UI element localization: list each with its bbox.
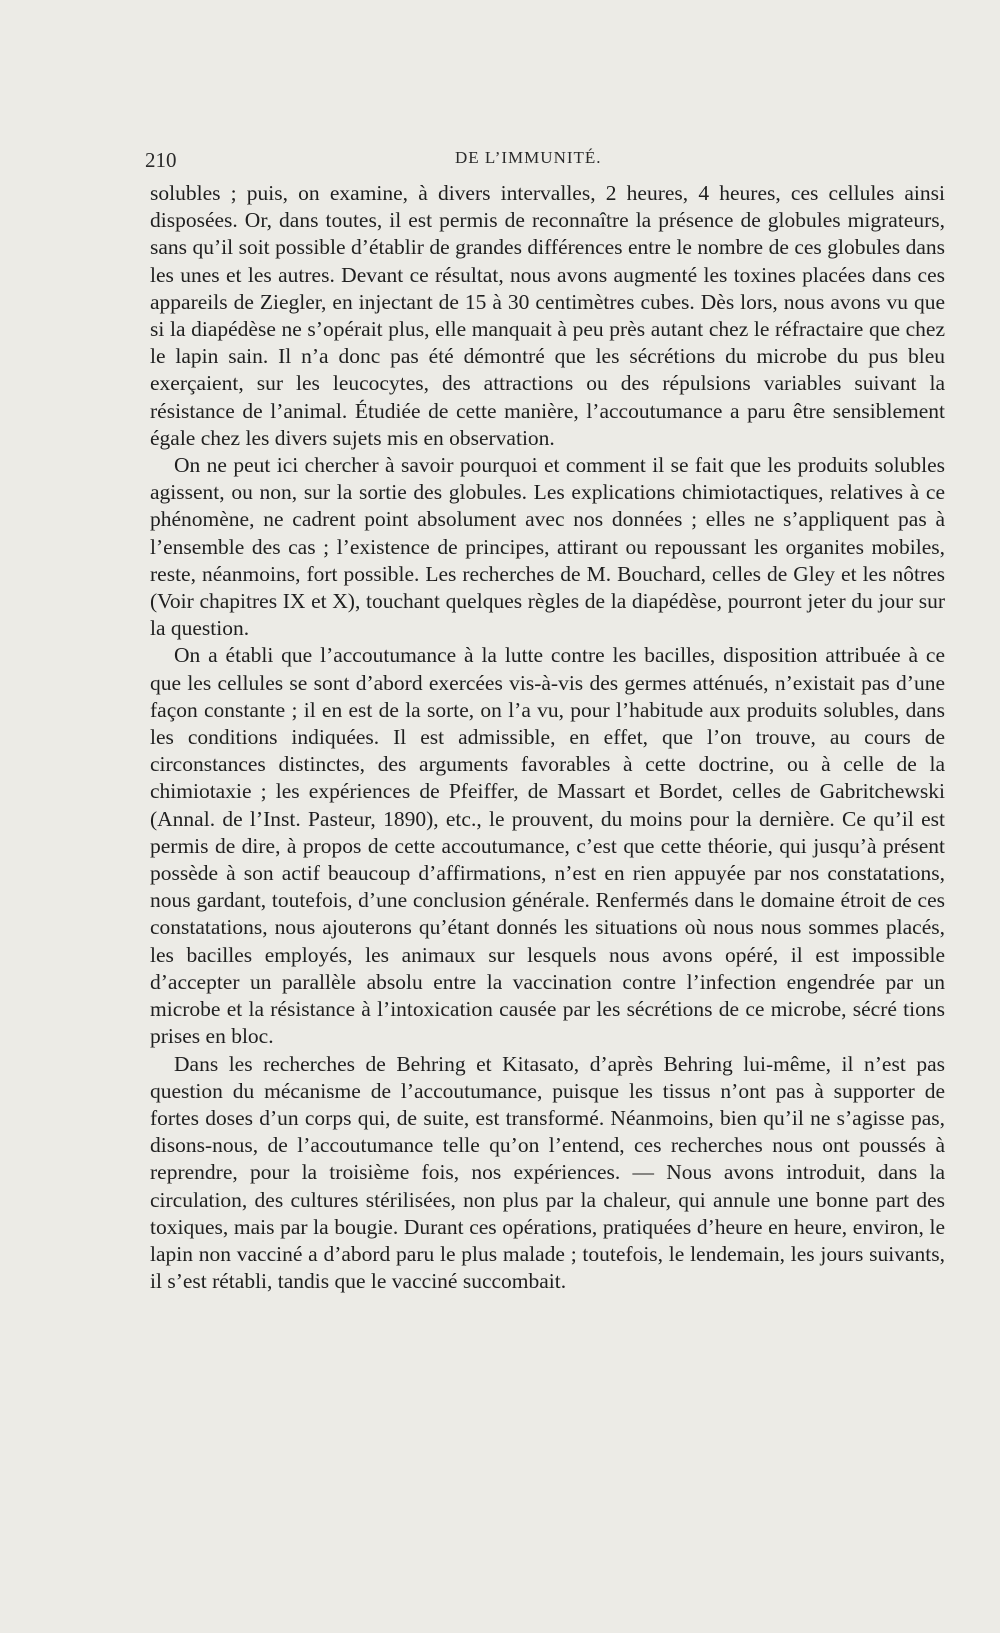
page-number: 210: [145, 148, 177, 172]
running-head: DE L’IMMUNITÉ.: [455, 148, 602, 167]
page-header: [145, 148, 945, 178]
body-text: [150, 180, 945, 1295]
paragraph-1: solubles ; puis, on examine, à divers intervalles, 2 heures, 4 heures, ces cellules ainsi disposées. Or, dans toutes, il est permis de reconnaître la présence de globules migrateurs, sans qu’il soit possible d’établir de grandes différences entre le nombre de ces globules dans les unes et les autres. Devant ce résultat, nous avons augmenté les toxines placées dans ces appareils de Ziegler, en injectant de 15 à 30 centimètres cubes. Dès lors, nous avons vu que si la diapédèse ne s’opérait plus, elle manquait à peu près autant chez le réfractaire que chez le lapin sain. Il n’a donc pas été démontré que les sécrétions du microbe du pus bleu exerçaient, sur les leucocytes, des attractions ou des répulsions variables suivant la résistance de l’animal. Étudiée de cette manière, l’accoutumance a paru être sensiblement égale chez les divers sujets mis en observation.: [150, 181, 945, 450]
paragraph-2: On ne peut ici chercher à savoir pourquoi et comment il se fait que les produits solubles agissent, ou non, sur la sortie des globules. Les explications chimiotactiques, relatives à ce phénomène, ne cadrent point absolument avec nos données ; elles ne s’appliquent pas à l’ensemble des cas ; l’existence de principes, attirant ou repoussant les organites mobiles, reste, néanmoins, fort possible. Les recherches de M. Bouchard, celles de Gley et les nôtres (Voir chapitres IX et X), touchant quelques règles de la diapédèse, pourront jeter du jour sur la question.: [150, 453, 945, 641]
paragraph-4: Dans les recherches de Behring et Kitasato, d’après Behring lui-même, il n’est pas question du mécanisme de l’accoutumance, puisque les tissus n’ont pas à supporter de fortes doses d’un corps qui, de suite, est transformé. Néanmoins, bien qu’il ne s’agisse pas, disons-nous, de l’accoutumance telle qu’on l’entend, ces recherches nous ont poussés à reprendre, pour la troisième fois, nos expériences. — Nous avons introduit, dans la circulation, des cultures stérilisées, non plus par la chaleur, qui annule une bonne part des toxiques, mais par la bougie. Durant ces opérations, pratiquées d’heure en heure, environ, le lapin non vacciné a d’abord paru le plus malade ; toutefois, le lendemain, les jours suivants, il s’est rétabli, tandis que le vacciné succombait.: [150, 1051, 945, 1294]
paragraph-3: On a établi que l’accoutumance à la lutte contre les bacilles, disposition attribuée à ce que les cellules se sont d’abord exercées vis-à-vis des germes atténués, n’existait pas d’une façon constante ; il en est de la sorte, on l’a vu, pour l’habitude aux produits solubles, dans les conditions indiquées. Il est admissible, en effet, que l’on trouve, au cours de circonstances distinctes, des arguments favorables à cette doctrine, ou à celle de la chimiotaxie ; les expériences de Pfeiffer, de Massart et Bordet, celles de Gabritchewski (Annal. de l’Inst. Pasteur, 1890), etc., le prouvent, du moins pour la dernière. Ce qu’il est permis de dire, à propos de cette accoutumance, c’est que cette théorie, qui jusqu’à présent possède à son actif beaucoup d’affirmations, n’est en rien appuyée par nos constatations, nous gardant, toutefois, d’une conclusion générale. Renfermés dans le domaine étroit de ces constatations, nous ajouterons qu’étant donnés les situations où nous nous sommes placés, les bacilles employés, les animaux sur lesquels nous avons opéré, il est impossible d’accepter un parallèle absolu entre la vaccination contre l’infection engendrée par un microbe et la résistance à l’intoxication causée par les sécrétions de ce microbe, sécré tions prises en bloc.: [150, 643, 945, 1049]
